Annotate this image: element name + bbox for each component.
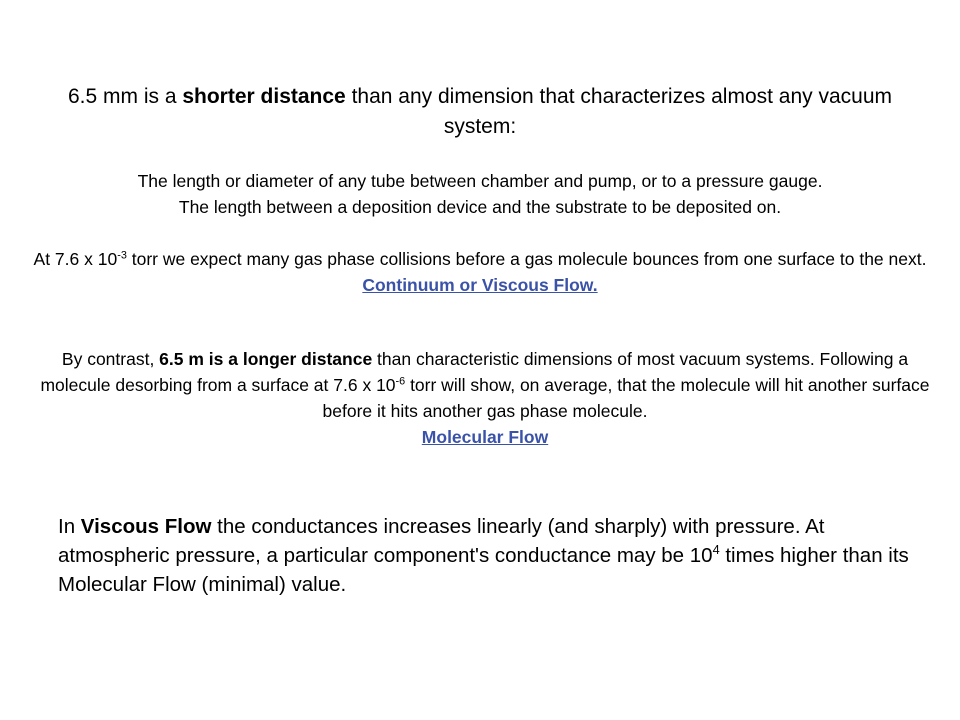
contrast-section bbox=[30, 346, 940, 450]
contrast-exponent: -6 bbox=[395, 375, 406, 388]
viscous-bold: Viscous Flow bbox=[80, 515, 212, 538]
example-line-tube: The length or diameter of any tube between chamber and pump, or to a pressure gauge. bbox=[137, 171, 823, 191]
viscous-flow-paragraph bbox=[58, 512, 918, 599]
collision-paragraph bbox=[30, 246, 930, 298]
intro-text-1: 6.5 mm is a bbox=[67, 85, 183, 108]
collision-text-1: At 7.6 x 10 bbox=[33, 249, 118, 269]
contrast-text-2: than characteristic dimensions of most vacuum systems. Following a molecule desorbing from a surface at 7.6 x 10 bbox=[40, 349, 909, 395]
intro-text-2: than any dimension that characterizes almost any vacuum system: bbox=[345, 85, 893, 138]
intro-paragraph bbox=[40, 82, 920, 142]
contrast-text-1: By contrast, bbox=[61, 349, 160, 369]
contrast-paragraph bbox=[30, 346, 940, 424]
viscous-text-2: the conductances increases linearly (and sharply) with pressure. At atmospheric pressure, a particular component's conductance may be 10 bbox=[58, 515, 825, 567]
examples-section bbox=[30, 168, 930, 298]
spacer bbox=[30, 220, 930, 246]
contrast-text-3: torr will show, on average, that the molecule will hit another surface before it hits another gas phase molecule. bbox=[322, 375, 930, 421]
viscous-text-1: In bbox=[58, 515, 81, 538]
intro-bold: shorter distance bbox=[182, 85, 346, 108]
collision-exponent: -3 bbox=[117, 249, 127, 262]
viscous-flow-link[interactable]: Continuum or Viscous Flow. bbox=[362, 275, 598, 295]
molecular-link-line bbox=[30, 424, 940, 450]
viscous-exponent: 4 bbox=[712, 542, 720, 558]
viscous-text-3: times higher than its Molecular Flow (minimal) value. bbox=[58, 544, 909, 596]
molecular-flow-link[interactable]: Molecular Flow bbox=[421, 427, 549, 447]
collision-text-2: torr we expect many gas phase collisions before a gas molecule bounces from one surface to the next. bbox=[126, 249, 927, 269]
contrast-bold: 6.5 m is a longer distance bbox=[159, 349, 373, 369]
example-line-deposition: The length between a deposition device and the substrate to be deposited on. bbox=[178, 197, 782, 217]
